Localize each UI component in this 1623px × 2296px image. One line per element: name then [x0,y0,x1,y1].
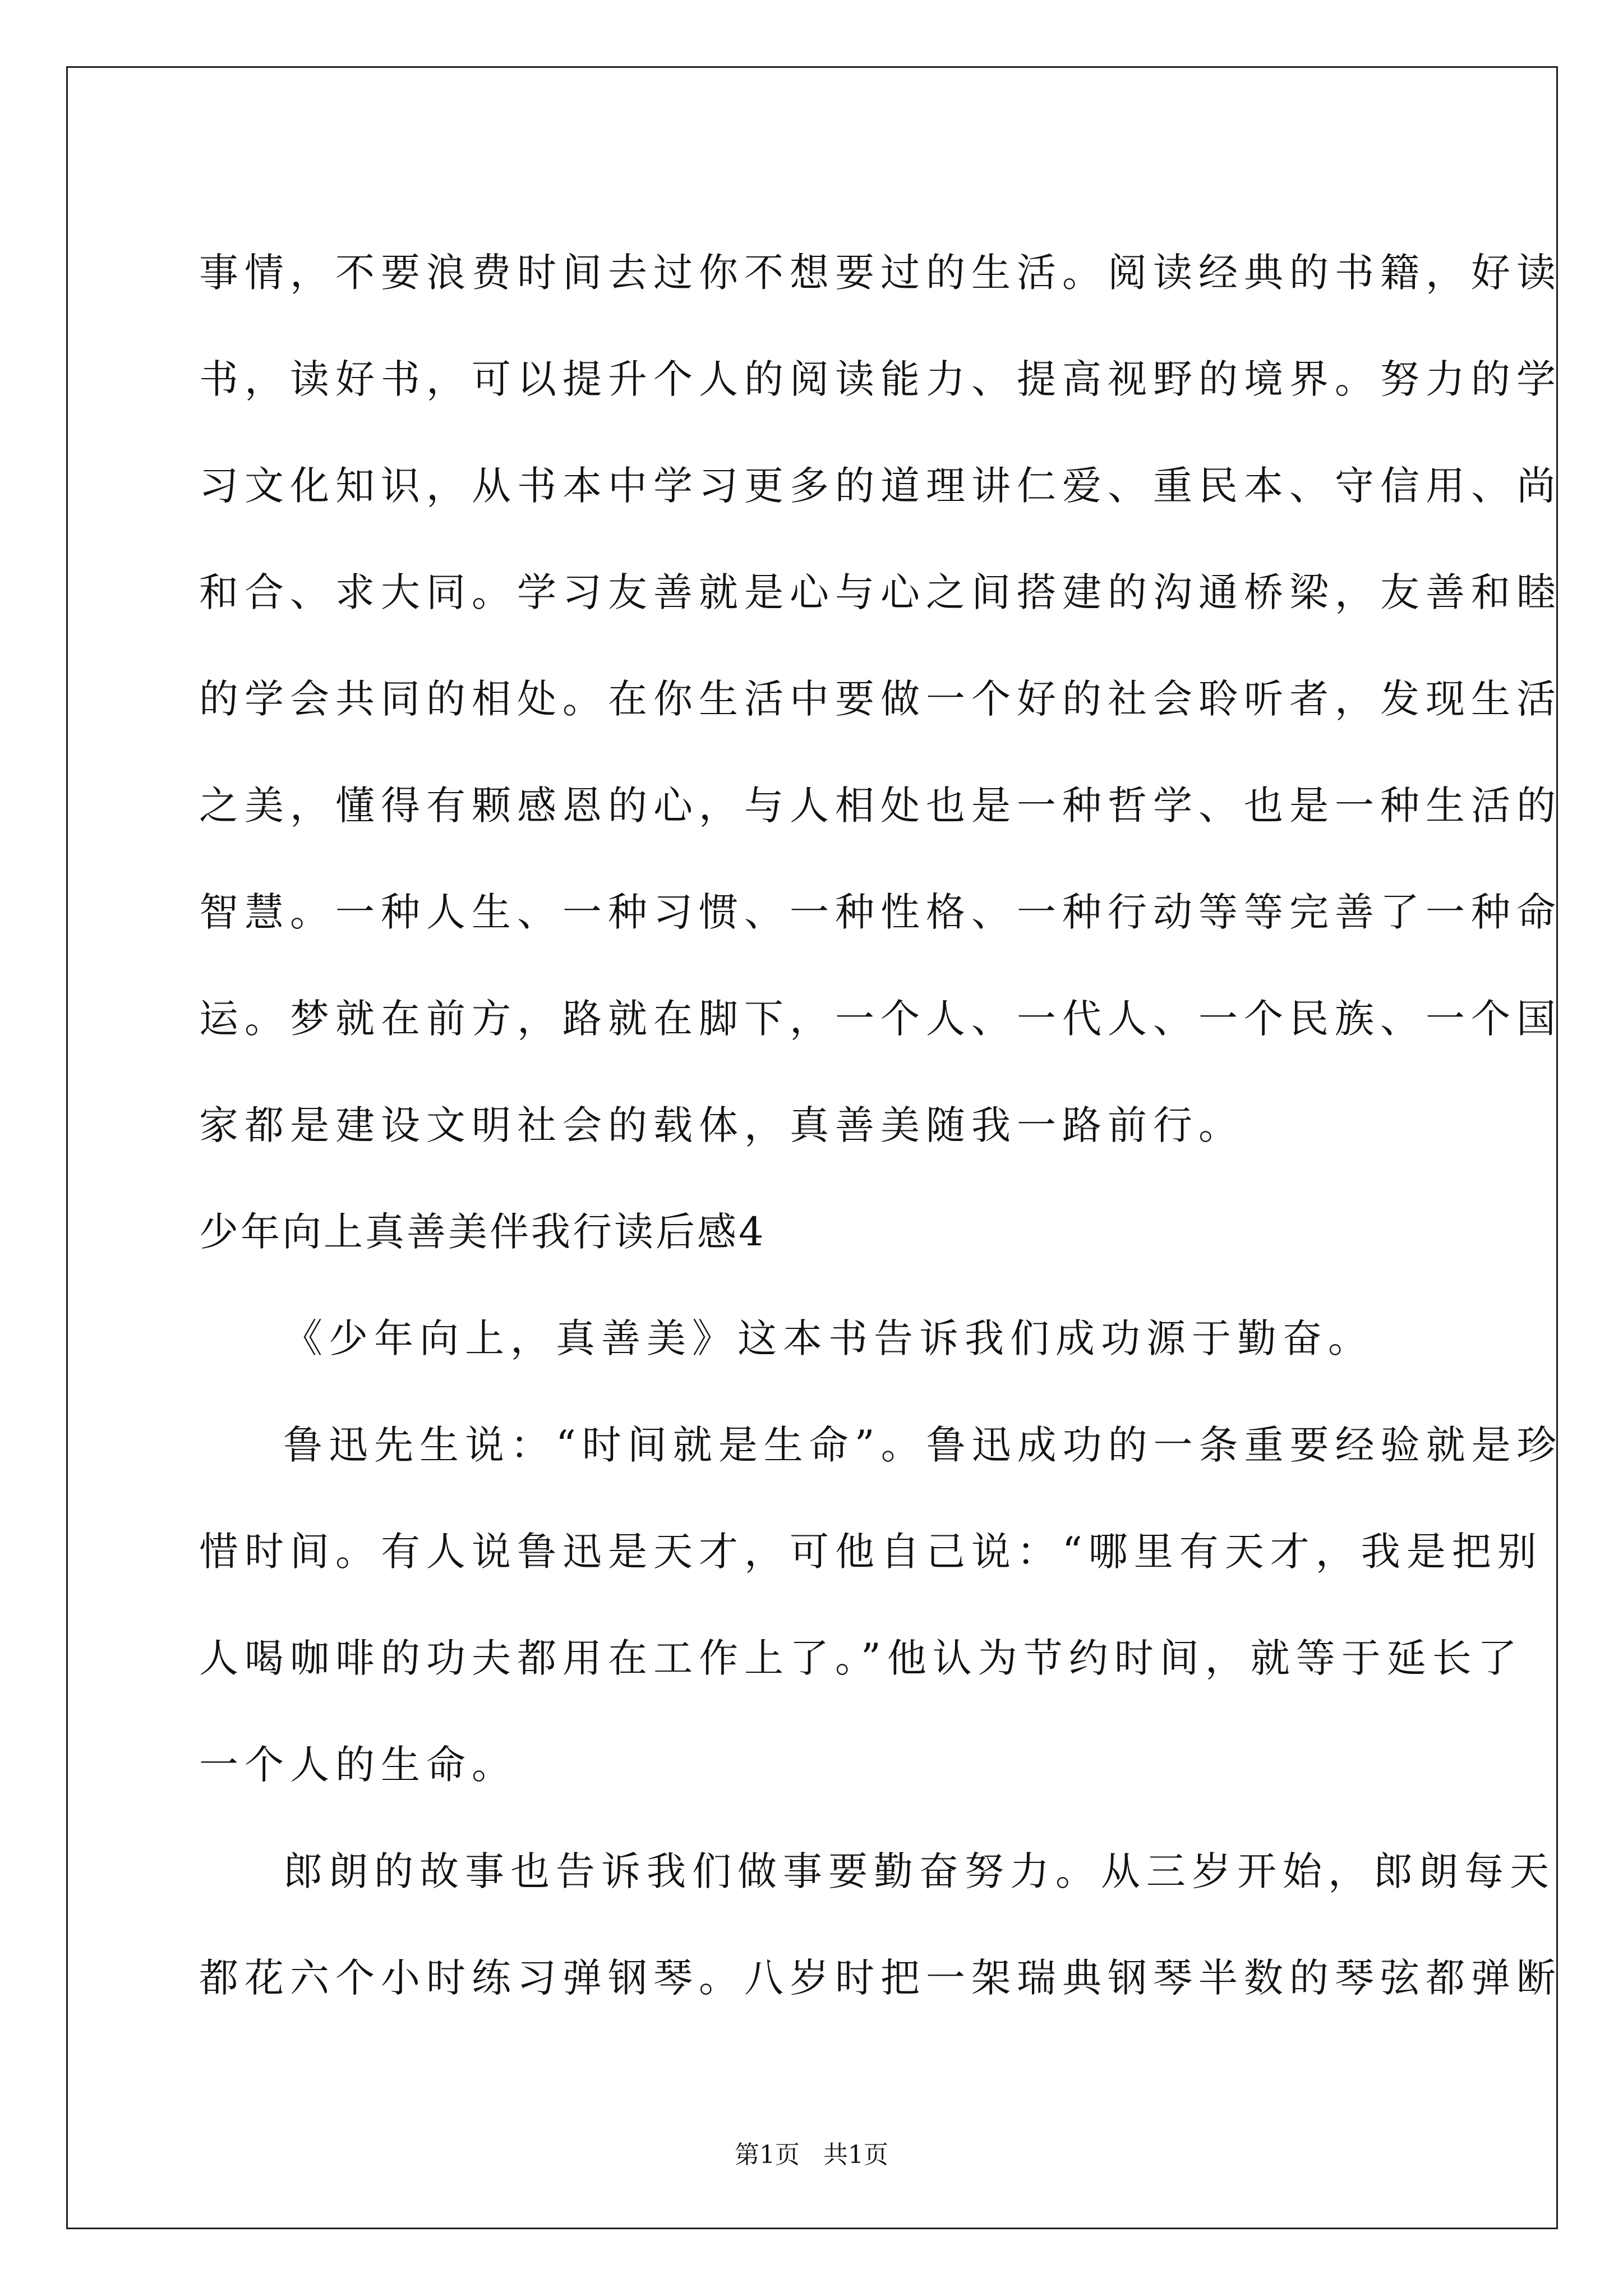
text-line: 家都是建设文明社会的载体，真善美随我一路前行。 [199,1102,1244,1148]
text-line: 之美，懂得有颗感恩的心，与人相处也是一种哲学、也是一种生活的 [199,782,1562,829]
document-body [199,216,1562,2028]
text-line: 鲁迅先生说：“时间就是生命”。鲁迅成功的一条重要经验就是珍 [283,1421,1562,1468]
text-line: 都花六个小时练习弹钢琴。八岁时把一架瑞典钢琴半数的琴弦都弹断 [199,1954,1562,2001]
text-line: 的学会共同的相处。在你生活中要做一个好的社会聆听者，发现生活 [199,675,1562,722]
text-line: 运。梦就在前方，路就在脚下，一个人、一代人、一个民族、一个国 [199,995,1562,1042]
text-line: 惜时间。有人说鲁迅是天才，可他自己说：“哪里有天才，我是把别 [199,1528,1543,1575]
text-line: 《少年向上，真善美》这本书告诉我们成功源于勤奋。 [283,1315,1373,1361]
page-number-footer: 第1页 共1页 [735,2141,888,2169]
text-line: 习文化知识，从书本中学习更多的道理讲仁爱、重民本、守信用、尚 [199,462,1562,509]
text-line: 郎朗的故事也告诉我们做事要勤奋努力。从三岁开始，郎朗每天 [283,1848,1555,1894]
text-line: 智慧。一种人生、一种习惯、一种性格、一种行动等等完善了一种命 [199,889,1562,935]
text-line: 人喝咖啡的功夫都用在工作上了。”他认为节约时间，就等于延长了 [199,1635,1523,1681]
section-heading: 少年向上真善美伴我行读后感4 [199,1208,766,1255]
text-line: 事情，不要浪费时间去过你不想要过的生活。阅读经典的书籍，好读 [199,249,1562,296]
text-line: 和合、求大同。学习友善就是心与心之间搭建的沟通桥梁，友善和睦 [199,569,1562,615]
text-line: 一个人的生命。 [199,1741,517,1788]
text-line: 书，读好书，可以提升个人的阅读能力、提高视野的境界。努力的学 [199,356,1562,402]
